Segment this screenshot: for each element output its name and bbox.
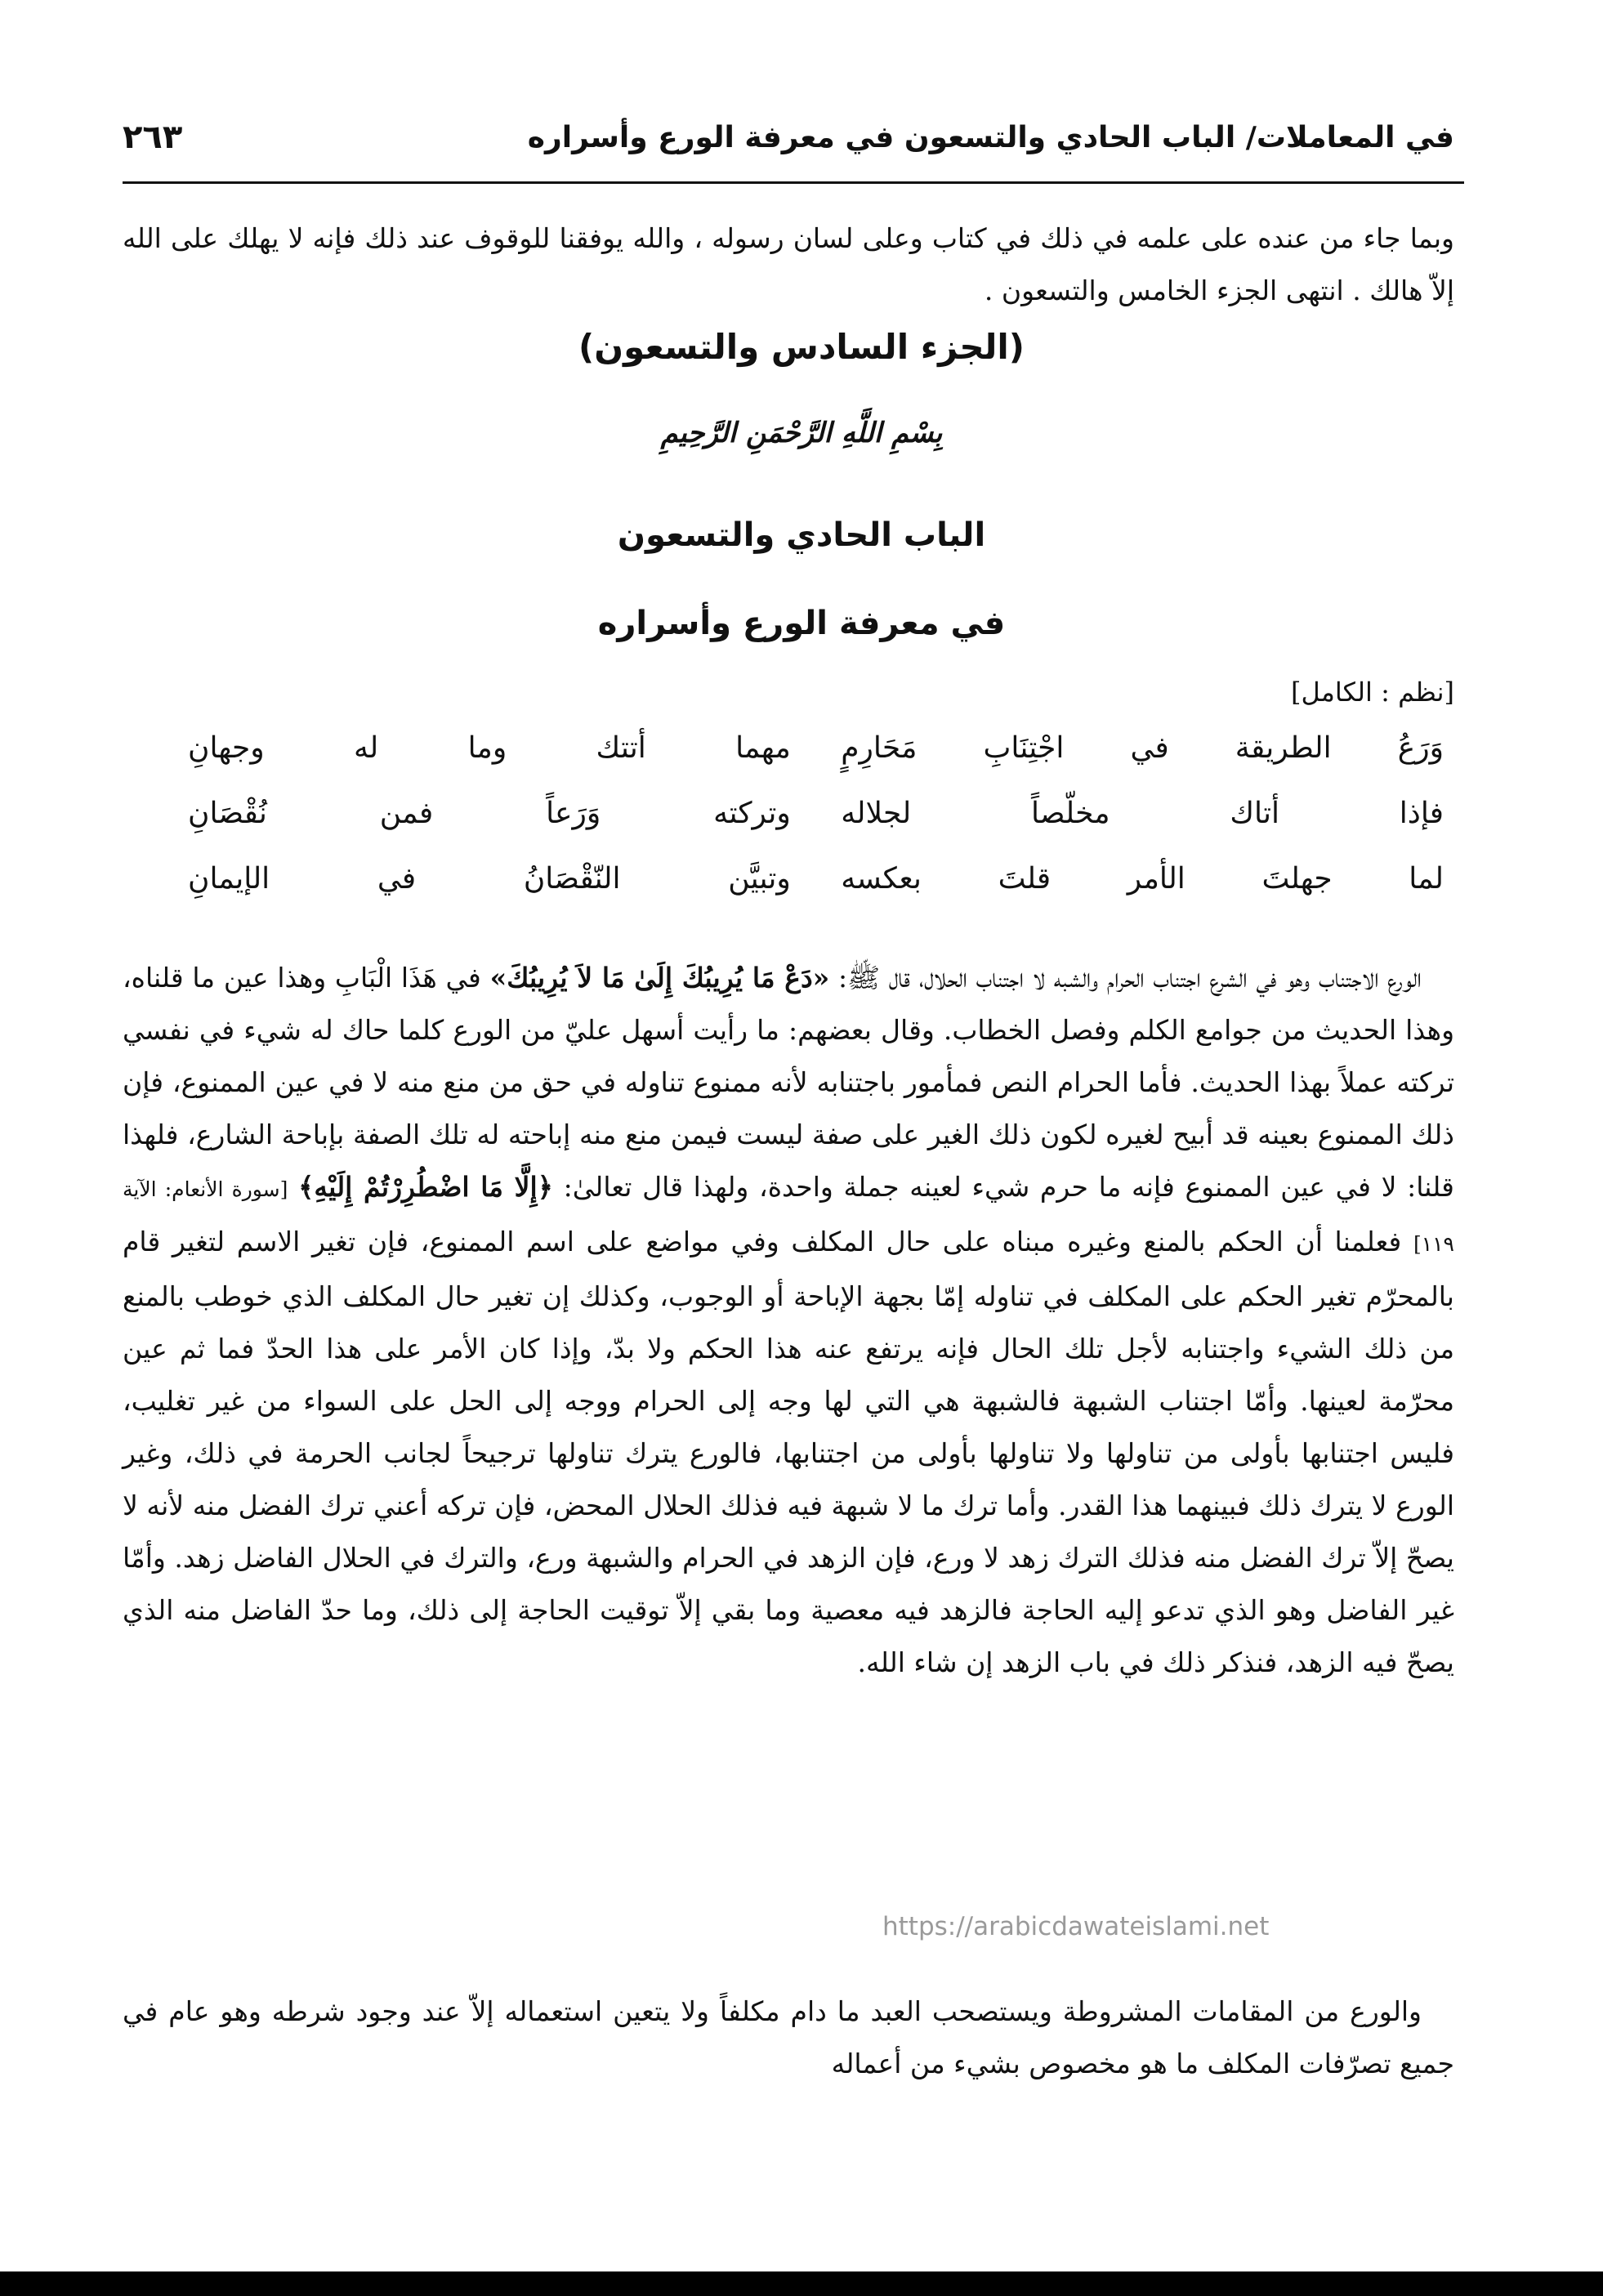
chapter-subtitle: في معرفة الورع وأسراره <box>597 605 1006 642</box>
poem-verse <box>188 862 1444 927</box>
page-header <box>123 105 1454 170</box>
paragraph-text: في هَذَا الْبَابِ وهذا عين ما قلناه، وهذا الحديث من جوامع الكلم وفصل الخطاب. وقال بعضهم: ما رأيت أسهل عليّ من الورع كلما حاك له شيء في نفسي تركته عملاً بهذا الحديث. فأما الحرام النص فمأمور باجتنابه لأنه ممنوع تناوله في حق من منع منه لا في عين الممنوع، فإن ذلك الممنوع بعينه قد أبيح لغيره لكون ذلك الغير على صفة ليست فيمن منع منه إباحته له تلك الصفة بإباحة الشارع، فلهذا قلنا: لا في عين الممنوع فإنه ما حرم شيء لعينه جملة واحدة، ولهذا قال تعالىٰ: <box>123 962 1454 1203</box>
poem-verse <box>188 731 1444 797</box>
verse-second-hemistich: وتبيَّن النّقْصَانُ في الإيمانِ <box>188 862 791 896</box>
header-divider <box>123 181 1464 184</box>
running-title: في المعاملات/ الباب الحادي والتسعون في معرفة الورع وأسراره <box>527 120 1454 154</box>
intro-paragraph <box>123 212 1454 317</box>
body-paragraph-2: والورع من المقامات المشروطة ويستصحب العبد ما دام مكلفاً ولا يتعين استعماله إلاّ عند وجود شرطه وهو عام في جميع تصرّفات المكلف ما هو مخصوص بشيء من أعماله <box>123 1995 1454 2079</box>
quran-verse: ﴿إِلَّا مَا اضْطُرِرْتُمْ إِلَيْهِ﴾ <box>298 1171 553 1203</box>
source-watermark: https://arabicdawateislami.net <box>882 1912 1270 1941</box>
verse-first-hemistich: فإذا أتاك مخلّصاً لجلاله <box>841 797 1444 830</box>
paragraph-text: فعلمنا أن الحكم بالمنع وغيره مبناه على حال المكلف وفي مواضع على اسم الممنوع، فإن تغير الاسم لتغير قام بالمحرّم تغير الحكم على المكلف في تناوله إمّا بجهة الإباحة أو الوجوب، وكذلك إن تغير حال المكلف الذي خوطب بالمنع من ذلك الشيء واجتنابه لأجل تلك الحال فإنه يرتفع عنه هذا الحكم ولا بدّ، وإذا كان الأمر على هذا الحدّ فما ثم عين محرّمة لعينها. وأمّا اجتناب الشبهة فالشبهة هي التي لها وجه إلى الحرام ووجه إلى الحل على السواء من غير تغليب، فليس اجتنابها بأولى من تناولها ولا تناولها بأولى من اجتنابها، فالورع يترك تناولها ترجيحاً لجانب الحرمة في ذلك، وغير الورع لا يترك ذلك فبينهما هذا القدر. وأما ترك ما لا شبهة فيه فذلك الحلال المحض، فإن تركه أعني ترك الفضل منه لأنه لا يصحّ إلاّ ترك الفضل منه فذلك الترك زهد لا ورع، فإن الزهد في الحرام والشبهة ورع، والترك في الحلال الفاضل زهد. وأمّا غير الفاضل وهو الذي تدعو إليه الحاجة فالزهد فيه معصية وما بقي إلاّ توقيت الحاجة إلى ذلك، وما حدّ الفاضل منه الذي يصحّ فيه الزهد، فنذكر ذلك في باب الزهد إن شاء الله. <box>123 1226 1454 1678</box>
hadith-quote: «دَعْ مَا يُرِيبُكَ إِلَىٰ مَا لاَ يُرِيبُكَ» <box>489 962 830 994</box>
closing-paragraph <box>123 1986 1454 2090</box>
paragraph-text: الورع الاجتناب وهو في الشرع اجتناب الحرام والشبه لا اجتناب الحلال، قال ﷺ: <box>838 962 1422 994</box>
poem-meter-label: [نظم : الكامل] <box>1291 677 1454 708</box>
verse-second-hemistich: وتركته وَرَعاً فمن نُقْصَانِ <box>188 797 791 830</box>
page-number: ٢٦٣ <box>123 118 183 156</box>
intro-line-2: ذلك فإنه لا يهلك على الله إلاّ هالك . انتهى الجزء الخامس والتسعون . <box>123 222 1454 306</box>
basmala-calligraphy: بِسْمِ اللَّهِ الرَّحْمَنِ الرَّحِيمِ <box>660 417 943 449</box>
body-paragraph-1 <box>123 952 1454 1689</box>
poem <box>188 731 1444 927</box>
verse-citation: [سورة الأنعام: الآية ١١٩] <box>123 1177 1454 1256</box>
verse-first-hemistich: وَرَعُ الطريقة في اجْتِنَابِ مَحَارِمٍ <box>841 731 1444 765</box>
verse-first-hemistich: لما جهلتَ الأمر قلتَ بعكسه <box>841 862 1444 896</box>
poem-verse <box>188 797 1444 862</box>
part-title: (الجزء السادس والتسعون) <box>578 327 1025 367</box>
verse-second-hemistich: مهما أتتك وما له وجهانِ <box>188 731 791 765</box>
intro-line-1: وبما جاء من عنده على علمه في ذلك في كتاب وعلى لسان رسوله ، والله يوفقنا للوقوف عند <box>417 222 1454 254</box>
scan-bottom-edge <box>0 2271 1603 2296</box>
chapter-title: الباب الحادي والتسعون <box>617 516 986 554</box>
main-paragraph <box>123 952 1454 1689</box>
